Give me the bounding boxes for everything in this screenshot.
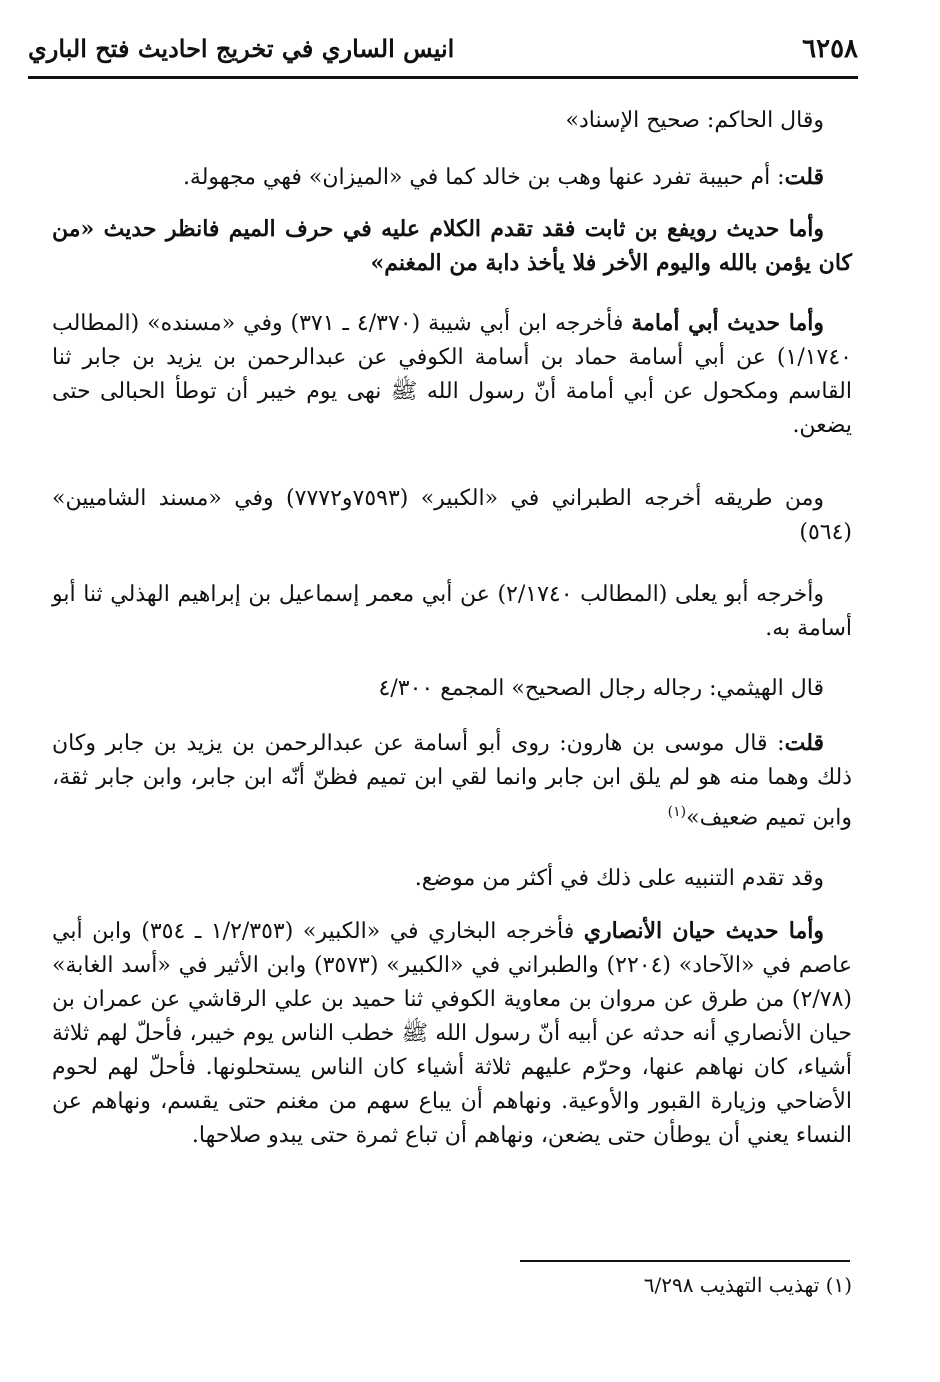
paragraph-text: وأما حديث رويفع بن ثابت فقد تقدم الكلام عليه في حرف الميم فانظر حديث «من كان يؤمن بالله واليوم الأخر فلا يأخذ دابة من المغنم» — [52, 216, 852, 276]
paragraph-text: قال الهيثمي: رجاله رجال الصحيح» المجمع ٤/٣٠٠ — [378, 676, 824, 701]
paragraph-lead: قلت — [784, 730, 824, 756]
footnote-marker: (١) — [825, 1273, 852, 1297]
paragraph-text: فأخرجه البخاري في «الكبير» (١/٢/٣٥٣ ـ ٣٥٤) وابن أبي عاصم في «الآحاد» (٢٢٠٤) والطبراني في «الكبير» (٣٥٧٣) وابن الأثير في «أسد الغابة» (٢/٧٨) من طرق عن مروان بن معاوية الكوفي ثنا حميد بن علي الرقاشي عن عمران بن حيان الأنصاري أنه حدثه عن أبيه أنّ رسول الله ﷺ خطب الناس يوم خيبر، فأحلّ لهم ثلاثة أشياء، كان نهاهم عنها، وحرّم عليهم ثلاثة أشياء كان الناس يستحلونها. فأحلّ لهم لحوم الأضاحي وزيارة القبور والأوعية. ونهاهم أن يباع سهم من مغنم حتى يقسم، ونهاهم عن النساء يعني أن يوطأن حتى يضعن، ونهاهم أن تباع ثمرة حتى يبدو صلاحها. — [52, 919, 852, 1148]
footnote-text: تهذيب التهذيب ٦/٢٩٨ — [643, 1273, 820, 1297]
paragraph-text: : أم حبيبة تفرد عنها وهب بن خالد كما في «الميزان» فهي مجهولة. — [182, 165, 785, 190]
paragraph-text: وقال الحاكم: صحيح الإسناد» — [565, 108, 824, 133]
paragraph-6 — [52, 578, 852, 646]
paragraph-7 — [52, 672, 852, 706]
paragraph-9 — [52, 862, 852, 896]
paragraph-3 — [52, 212, 852, 280]
paragraph-lead: قلت — [784, 164, 824, 190]
paragraph-5 — [52, 482, 852, 550]
footnote-reference[interactable]: (١) — [667, 804, 687, 820]
paragraph-lead: وأما حديث حيان الأنصاري — [583, 918, 824, 944]
paragraph-10 — [52, 914, 852, 1153]
page-header — [28, 26, 858, 79]
paragraph-lead: وأما حديث أبي أمامة — [631, 310, 824, 336]
paragraph-2 — [52, 160, 852, 195]
paragraph-8 — [52, 726, 852, 835]
footnote — [52, 1270, 852, 1300]
paragraph-1 — [52, 104, 852, 138]
paragraph-text: وأخرجه أبو يعلى (المطالب ٢/١٧٤٠) عن أبي معمر إسماعيل بن إبراهيم الهذلي ثنا أبو أسامة به. — [52, 582, 852, 641]
paragraph-4 — [52, 306, 852, 443]
running-title: انيس الساري في تخريج احاديث فتح الباري — [28, 34, 455, 63]
paragraph-text: ومن طريقه أخرجه الطبراني في «الكبير» (٧٥٩٣و٧٧٧٢) وفي «مسند الشاميين» (٥٦٤) — [52, 486, 852, 545]
page-number: ٦٢٥٨ — [802, 34, 858, 64]
footnote-divider — [520, 1260, 850, 1262]
paragraph-text: وقد تقدم التنبيه على ذلك في أكثر من موضع. — [414, 866, 824, 891]
paragraph-text: : قال موسى بن هارون: روى أبو أسامة عن عبدالرحمن بن يزيد بن جابر وكان ذلك وهما منه هو لم يلق ابن جابر وانما لقي ابن تميم فظنّ أنّه ابن جابر، وابن جابر ثقة، وابن تميم ضعيف» — [52, 731, 852, 831]
paragraph-text: فأخرجه ابن أبي شيبة (٤/٣٧٠ ـ ٣٧١) وفي «مسنده» (المطالب ١/١٧٤٠) عن أبي أسامة حماد بن أسامة الكوفي عن عبدالرحمن بن يزيد بن جابر ثنا القاسم ومكحول عن أبي أمامة أنّ رسول الله ﷺ نهى يوم خيبر أن توطأ الحبالى حتى يضعن. — [52, 311, 852, 438]
